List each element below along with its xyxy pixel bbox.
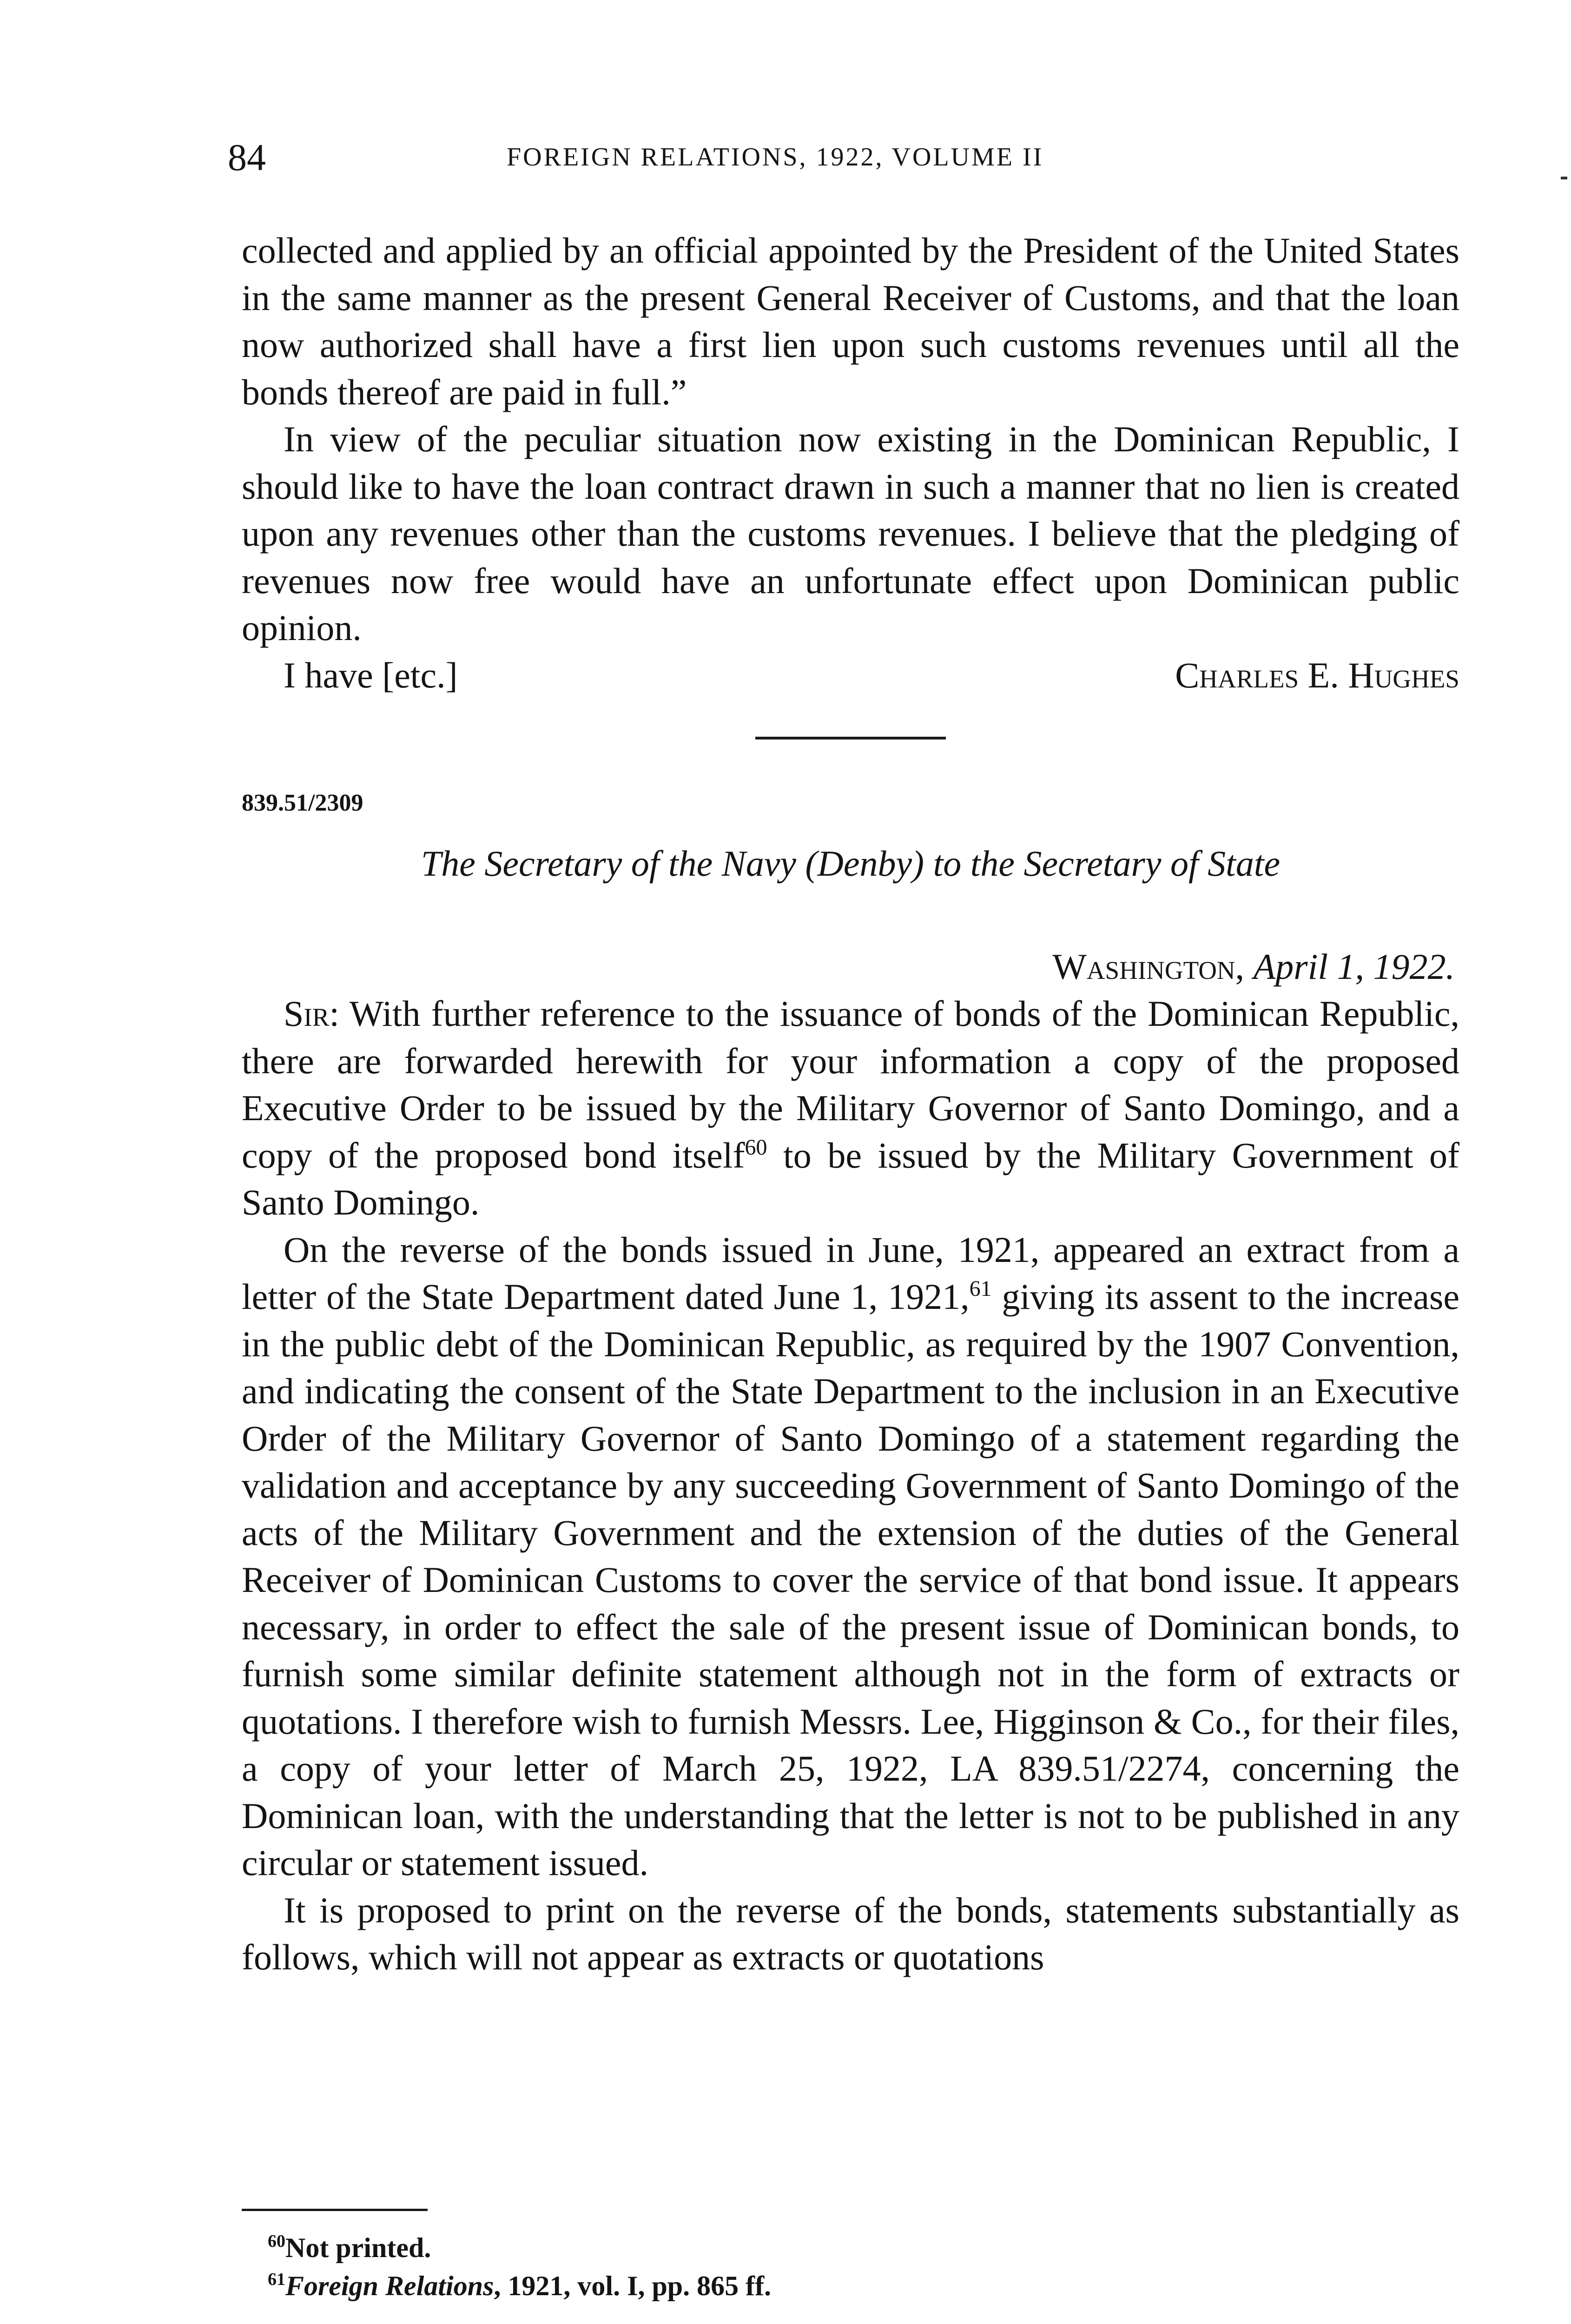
- salutation: Sir: [284, 993, 330, 1034]
- page-number: 84: [228, 136, 266, 178]
- footnote-60: [242, 2229, 1459, 2267]
- signature: Charles E. Hughes: [1175, 654, 1459, 695]
- paragraph-1: [242, 990, 1459, 1226]
- footnote-rule: [242, 2209, 428, 2211]
- section-divider: [755, 737, 946, 739]
- dateline-date: April 1, 1922.: [1253, 946, 1455, 987]
- paragraph-2: [242, 1226, 1459, 1887]
- file-number: 839.51/2309: [242, 790, 363, 816]
- dateline-place: Washington,: [1052, 946, 1245, 987]
- footnotes: [242, 2209, 1459, 2305]
- footnote-ref-60[interactable]: 60: [745, 1135, 767, 1160]
- footnote-ref-61[interactable]: 61: [969, 1276, 992, 1301]
- dateline: [242, 943, 1459, 990]
- paragraph-1-text-a: : With further reference to the issuance of bonds of the Dominican Republic, there are forwarded herewith for your information a copy of the proposed Executive Order to be issued by the Military Governor of Santo Domingo, and a copy of the proposed bond itself: [242, 993, 1459, 1175]
- continuation-paragraph: collected and applied by an official appointed by the President of the United States in the same manner as the present General Receiver of Customs, and that the loan now authorized shall have a first lien upon such customs revenues until all the bonds thereof are paid in full.”: [242, 230, 1459, 412]
- footnote-61: [242, 2267, 1459, 2305]
- document-title: The Secretary of the Navy (Denby) to the Secretary of State: [421, 843, 1281, 884]
- footnote-mark: 60: [268, 2232, 285, 2251]
- lien-paragraph: In view of the peculiar situation now existing in the Dominican Republic, I should like to have the loan contract drawn in such a manner that no lien is created upon any revenues other than the customs revenues. I believe that the pledging of revenues now free would have an unfortunate effect upon Dominican public opinion.: [242, 419, 1459, 648]
- running-head: FOREIGN RELATIONS, 1922, VOLUME II: [507, 143, 1044, 172]
- paragraph-2-text-a: On the reverse of the bonds issued in June, 1921, appeared an extract from a letter of the State Department dated June 1, 1921,: [242, 1229, 1459, 1317]
- page-header: [228, 136, 1459, 182]
- footnote-mark: 61: [268, 2270, 285, 2289]
- footnote-text: Not printed.: [285, 2232, 431, 2263]
- letter-closing: [242, 652, 1459, 699]
- closing-phrase: I have [etc.]: [284, 654, 458, 695]
- page-body: [242, 227, 1459, 1981]
- paragraph-1-text-b: to be issued by the Military Government of Santo Domingo.: [242, 1135, 1460, 1222]
- footnote-citation-rest: , 1921, vol. I, pp. 865 ff.: [494, 2271, 772, 2301]
- paragraph-2-text-b: giving its assent to the increase in the public debt of the Dominican Republic, as required by the 1907 Convention, and indicating the consent of the State Department to the inclusion in an Executive Order of the Military Governor of Santo Domingo of a statement regarding the validation and acceptance by any succeeding Government of Santo Domingo of the acts of the Military Government and the extension of the duties of the General Receiver of Dominican Customs to cover the service of that bond issue. It appears necessary, in order to effect the sale of the present issue of Dominican bonds, to furnish some similar definite statement although not in the form of extracts or quotations. I therefore wish to furnish Messrs. Lee, Higginson & Co., for their files, a copy of your letter of March 25, 1922, LA 839.51/2274, concerning the Dominican loan, with the understanding that the letter is not to be published in any circular or statement issued.: [242, 1276, 1459, 1883]
- scan-mark: [1561, 177, 1567, 179]
- footnote-citation-title: Foreign Relations: [285, 2271, 494, 2301]
- paragraph-3: It is proposed to print on the reverse of the bonds, statements substantially as follows, which will not appear as extracts or quotations: [242, 1889, 1459, 1977]
